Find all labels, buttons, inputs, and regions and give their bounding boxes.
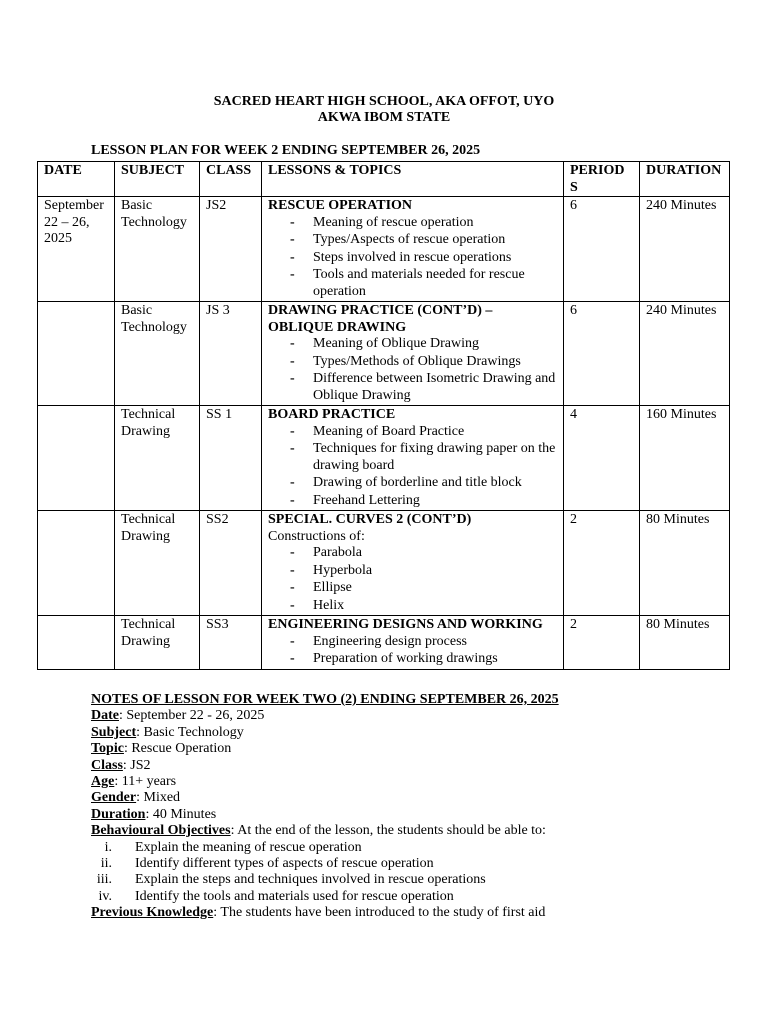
objectives-list	[91, 840, 731, 906]
topic-title: SPECIAL. CURVES 2 (CONT’D)	[268, 512, 472, 527]
lesson-plan-table	[37, 161, 730, 670]
cell-date	[38, 406, 115, 511]
cell-duration: 80 Minutes	[640, 511, 730, 616]
table-header-row	[38, 162, 730, 197]
notes-field	[91, 823, 731, 839]
table-row	[38, 406, 730, 511]
field-value: : JS2	[122, 757, 151, 773]
topic-title: DRAWING PRACTICE (CONT’D) – OBLIQUE DRAWING	[268, 303, 493, 335]
notes-field	[91, 790, 731, 806]
cell-class: JS2	[200, 197, 262, 302]
cell-lessons-topics	[262, 406, 564, 511]
notes-field	[91, 807, 731, 823]
cell-class: JS 3	[200, 302, 262, 406]
field-value: : 40 Minutes	[145, 806, 217, 822]
bullet-item: - Drawing of borderline and title block	[290, 475, 557, 492]
header-date: DATE	[38, 162, 115, 197]
cell-periods: 2	[564, 511, 640, 616]
cell-class: SS 1	[200, 406, 262, 511]
bullet-item: - Steps involved in rescue operations	[290, 250, 557, 267]
notes-field	[91, 741, 731, 757]
bullet-item: - Ellipse	[290, 580, 557, 597]
cell-duration: 240 Minutes	[640, 197, 730, 302]
notes-field	[91, 758, 731, 774]
objective-number: ii.	[100, 856, 112, 872]
cell-subject: Basic Technology	[115, 197, 200, 302]
cell-subject: Technical Drawing	[115, 511, 200, 616]
bullet-item: - Preparation of working drawings	[290, 651, 557, 668]
cell-periods: 2	[564, 616, 640, 670]
cell-lessons-topics	[262, 302, 564, 406]
field-label: Subject	[91, 724, 137, 740]
bullet-item: - Difference between Isometric Drawing and Oblique Drawing	[290, 371, 557, 404]
field-label: Date	[91, 708, 119, 724]
bullet-item: - Engineering design process	[290, 634, 557, 651]
bullet-item: - Tools and materials needed for rescue operation	[290, 267, 557, 300]
objective-item	[91, 840, 731, 856]
bullet-item: - Parabola	[290, 545, 557, 562]
cell-lessons-topics	[262, 616, 564, 670]
notes-field	[91, 725, 731, 741]
field-label: Gender	[91, 790, 137, 806]
field-value: : September 22 - 26, 2025	[119, 708, 265, 724]
field-label: Topic	[91, 741, 124, 757]
header-subject: SUBJECT	[115, 162, 200, 197]
field-value: : At the end of the lesson, the students should be able to:	[230, 823, 546, 839]
field-value: : Basic Technology	[136, 724, 244, 740]
cell-periods: 4	[564, 406, 640, 511]
cell-subject: Basic Technology	[115, 302, 200, 406]
notes-title: NOTES OF LESSON FOR WEEK TWO (2) ENDING SEPTEMBER 26, 2025	[91, 692, 559, 707]
bullet-item: - Meaning of rescue operation	[290, 215, 557, 232]
topic-title: RESCUE OPERATION	[268, 198, 413, 213]
lesson-plan-title: LESSON PLAN FOR WEEK 2 ENDING SEPTEMBER 26, 2025	[91, 143, 481, 158]
header-class: CLASS	[200, 162, 262, 197]
cell-class: SS3	[200, 616, 262, 670]
topic-title: ENGINEERING DESIGNS AND WORKING	[268, 617, 543, 632]
objective-item	[91, 872, 731, 888]
table-row	[38, 197, 730, 302]
bullet-item: - Types/Aspects of rescue operation	[290, 232, 557, 249]
table-row	[38, 302, 730, 406]
topic-bullets	[268, 215, 557, 301]
field-label: Age	[91, 774, 115, 790]
table-row	[38, 616, 730, 670]
objective-number: iii.	[96, 872, 112, 888]
state-name: AKWA IBOM STATE	[317, 110, 451, 125]
field-value: : The students have been introduced to the study of first aid	[213, 905, 546, 921]
objective-text: Explain the meaning of rescue operation	[135, 839, 362, 855]
objective-item	[91, 856, 731, 872]
objective-text: Explain the steps and techniques involved in rescue operations	[135, 872, 486, 888]
cell-subject: Technical Drawing	[115, 406, 200, 511]
cell-periods: 6	[564, 302, 640, 406]
notes-field	[91, 774, 731, 790]
header-periods: PERIOD S	[564, 162, 640, 197]
bullet-item: - Types/Methods of Oblique Drawings	[290, 354, 557, 371]
objective-number: iv.	[98, 888, 112, 904]
cell-duration: 160 Minutes	[640, 406, 730, 511]
field-label: Duration	[91, 806, 146, 822]
bullet-item: - Helix	[290, 598, 557, 615]
cell-date	[38, 511, 115, 616]
objective-item	[91, 889, 731, 905]
bullet-item: - Techniques for fixing drawing paper on the drawing board	[290, 441, 557, 474]
cell-date	[38, 616, 115, 670]
topic-bullets	[268, 424, 557, 510]
cell-class: SS2	[200, 511, 262, 616]
header-lessons-topics: LESSONS & TOPICS	[262, 162, 564, 197]
field-value: : Mixed	[136, 790, 181, 806]
table-row	[38, 511, 730, 616]
field-label: Previous Knowledge	[91, 905, 214, 921]
objective-number: i.	[104, 839, 112, 855]
bullet-item: - Freehand Lettering	[290, 493, 557, 510]
cell-subject: Technical Drawing	[115, 616, 200, 670]
topic-title: BOARD PRACTICE	[268, 407, 396, 422]
cell-date: September 22 – 26, 2025	[38, 197, 115, 302]
header-duration: DURATION	[640, 162, 730, 197]
cell-duration: 80 Minutes	[640, 616, 730, 670]
objective-text: Identify different types of aspects of rescue operation	[135, 856, 434, 872]
lesson-notes	[91, 692, 731, 922]
bullet-item: - Meaning of Oblique Drawing	[290, 336, 557, 353]
topic-intro: Constructions of:	[268, 528, 365, 544]
school-name: SACRED HEART HIGH SCHOOL, AKA OFFOT, UYO	[213, 94, 555, 109]
notes-field	[91, 905, 731, 921]
cell-duration: 240 Minutes	[640, 302, 730, 406]
cell-date	[38, 302, 115, 406]
bullet-item: - Hyperbola	[290, 563, 557, 580]
cell-periods: 6	[564, 197, 640, 302]
notes-field	[91, 708, 731, 724]
objective-text: Identify the tools and materials used for rescue operation	[135, 888, 454, 904]
topic-bullets	[268, 336, 557, 404]
topic-bullets	[268, 545, 557, 614]
field-value: : 11+ years	[114, 774, 177, 790]
bullet-item: - Meaning of Board Practice	[290, 424, 557, 441]
cell-lessons-topics	[262, 197, 564, 302]
topic-bullets	[268, 634, 557, 668]
field-label: Behavioural Objectives	[91, 823, 231, 839]
field-value: : Rescue Operation	[123, 741, 232, 757]
field-label: Class	[91, 757, 123, 773]
cell-lessons-topics	[262, 511, 564, 616]
